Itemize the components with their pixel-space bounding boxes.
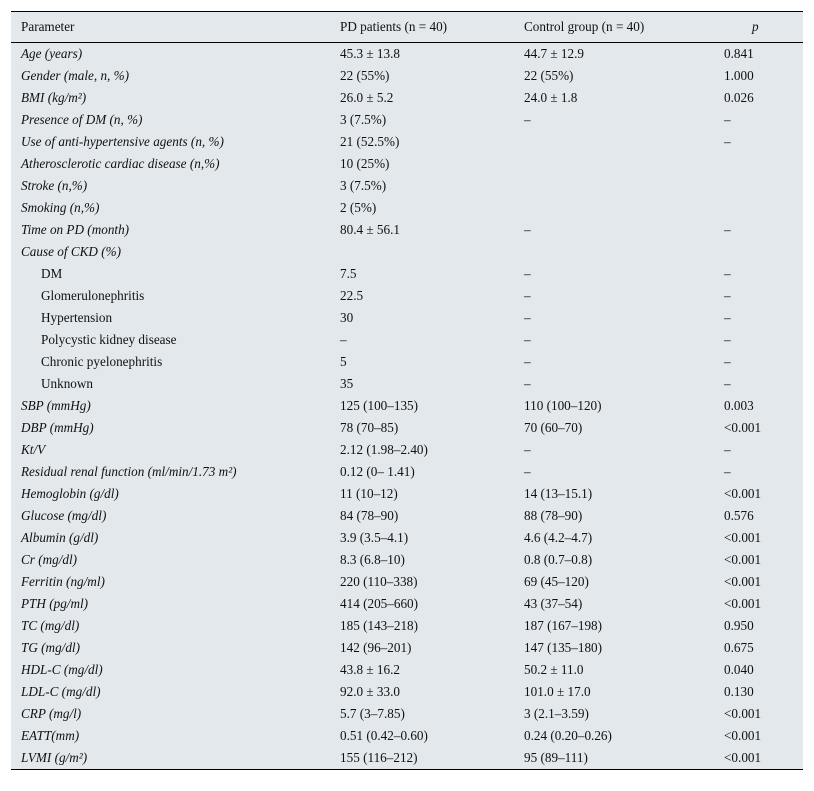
- cell-parameter: DM: [41, 266, 63, 281]
- cell-control-group: –: [524, 310, 531, 325]
- cell-pd-patients: 142 (96–201): [340, 640, 412, 655]
- cell-p-value: –: [724, 222, 731, 237]
- cell-parameter: Stroke (n,%): [21, 178, 88, 193]
- cell-p-value: –: [724, 134, 731, 149]
- cell-p-value: <0.001: [724, 706, 762, 721]
- table-row: [11, 505, 803, 527]
- table-row: [11, 153, 803, 175]
- cell-parameter: DBP (mmHg): [21, 420, 94, 435]
- table-row: [11, 439, 803, 461]
- cell-parameter: LVMI (g/m²): [21, 750, 88, 765]
- table-row: [11, 571, 803, 593]
- table-row: [11, 109, 803, 131]
- cell-parameter: Albumin (g/dl): [21, 530, 99, 545]
- cell-control-group: 70 (60–70): [524, 420, 583, 435]
- cell-parameter: Kt/V: [21, 442, 46, 457]
- cell-pd-patients: 2 (5%): [340, 200, 377, 215]
- cell-parameter: Unknown: [41, 376, 94, 391]
- cell-parameter: Chronic pyelonephritis: [41, 354, 163, 369]
- table-row: [11, 747, 803, 769]
- cell-pd-patients: 21 (52.5%): [340, 134, 400, 149]
- cell-control-group: 95 (89–111): [524, 750, 588, 765]
- header-parameter: Parameter: [11, 12, 340, 43]
- cell-control-group: [524, 175, 724, 197]
- table-row: [11, 175, 803, 197]
- header-p-value: p: [724, 12, 803, 43]
- cell-parameter: EATT(mm): [21, 728, 80, 743]
- cell-parameter: Time on PD (month): [21, 222, 130, 237]
- cell-pd-patients: 45.3 ± 13.8: [340, 46, 400, 61]
- cell-p-value: [724, 241, 803, 263]
- cell-control-group: –: [524, 464, 531, 479]
- table-row: [11, 263, 803, 285]
- cell-parameter: TG (mg/dl): [21, 640, 80, 655]
- cell-pd-patients: [340, 241, 524, 263]
- cell-parameter: Age (years): [21, 46, 83, 61]
- cell-pd-patients: 220 (110–338): [340, 574, 418, 589]
- cell-pd-patients: 5: [340, 354, 347, 369]
- cell-p-value: 0.130: [724, 684, 754, 699]
- header-pd-patients: PD patients (n = 40): [340, 12, 524, 43]
- cell-parameter: Cr (mg/dl): [21, 552, 78, 567]
- cell-p-value: [724, 197, 803, 219]
- table-row: [11, 43, 803, 66]
- table-row: [11, 483, 803, 505]
- cell-control-group: 44.7 ± 12.9: [524, 46, 584, 61]
- cell-pd-patients: 3.9 (3.5–4.1): [340, 530, 409, 545]
- cell-p-value: <0.001: [724, 552, 762, 567]
- cell-pd-patients: 43.8 ± 16.2: [340, 662, 400, 677]
- cell-control-group: 69 (45–120): [524, 574, 589, 589]
- cell-p-value: –: [724, 376, 731, 391]
- cell-pd-patients: 80.4 ± 56.1: [340, 222, 400, 237]
- cell-control-group: –: [524, 288, 531, 303]
- cell-pd-patients: 78 (70–85): [340, 420, 399, 435]
- cell-control-group: 0.24 (0.20–0.26): [524, 728, 612, 743]
- table-body: [11, 43, 803, 770]
- cell-parameter: Hemoglobin (g/dl): [21, 486, 119, 501]
- table-row: [11, 725, 803, 747]
- table-row: [11, 395, 803, 417]
- cell-p-value: 0.841: [724, 46, 754, 61]
- cell-p-value: 0.576: [724, 508, 754, 523]
- cell-control-group: 43 (37–54): [524, 596, 583, 611]
- table-row: [11, 593, 803, 615]
- table-row: [11, 131, 803, 153]
- table-row: [11, 461, 803, 483]
- cell-parameter: Use of anti-hypertensive agents (n, %): [21, 134, 224, 149]
- cell-parameter: PTH (pg/ml): [21, 596, 89, 611]
- cell-p-value: <0.001: [724, 530, 762, 545]
- cell-control-group: [524, 153, 724, 175]
- table-row: [11, 373, 803, 395]
- cell-control-group: [524, 197, 724, 219]
- cell-control-group: –: [524, 332, 531, 347]
- cell-pd-patients: 92.0 ± 33.0: [340, 684, 400, 699]
- table-row: [11, 197, 803, 219]
- cell-pd-patients: 26.0 ± 5.2: [340, 90, 394, 105]
- cell-p-value: <0.001: [724, 596, 762, 611]
- cell-control-group: –: [524, 112, 531, 127]
- cell-pd-patients: 155 (116–212): [340, 750, 418, 765]
- table-row: [11, 285, 803, 307]
- cell-p-value: –: [724, 310, 731, 325]
- table-row: [11, 87, 803, 109]
- cell-parameter: HDL-C (mg/dl): [21, 662, 103, 677]
- cell-control-group: 50.2 ± 11.0: [524, 662, 584, 677]
- data-table: [11, 12, 803, 769]
- cell-pd-patients: 30: [340, 310, 354, 325]
- cell-pd-patients: 8.3 (6.8–10): [340, 552, 405, 567]
- cell-control-group: 4.6 (4.2–4.7): [524, 530, 593, 545]
- cell-parameter: Gender (male, n, %): [21, 68, 130, 83]
- cell-parameter: Glomerulonephritis: [41, 288, 145, 303]
- table-row: [11, 637, 803, 659]
- cell-control-group: 3 (2.1–3.59): [524, 706, 589, 721]
- cell-p-value: 0.950: [724, 618, 754, 633]
- cell-pd-patients: 414 (205–660): [340, 596, 419, 611]
- table-row: [11, 527, 803, 549]
- header-control-group: Control group (n = 40): [524, 12, 724, 43]
- cell-control-group: 110 (100–120): [524, 398, 602, 413]
- table-row: [11, 307, 803, 329]
- cell-parameter: Ferritin (ng/ml): [21, 574, 105, 589]
- data-table-container: [11, 11, 803, 770]
- cell-p-value: [724, 175, 803, 197]
- cell-control-group: 187 (167–198): [524, 618, 603, 633]
- cell-p-value: 0.026: [724, 90, 754, 105]
- cell-control-group: 101.0 ± 17.0: [524, 684, 591, 699]
- cell-p-value: 0.675: [724, 640, 754, 655]
- cell-p-value: 1.000: [724, 68, 754, 83]
- cell-parameter: Hypertension: [41, 310, 113, 325]
- cell-control-group: –: [524, 266, 531, 281]
- cell-pd-patients: 22 (55%): [340, 68, 390, 83]
- cell-parameter: CRP (mg/l): [21, 706, 82, 721]
- cell-control-group: 14 (13–15.1): [524, 486, 593, 501]
- cell-parameter: Presence of DM (n, %): [21, 112, 143, 127]
- table-row: [11, 219, 803, 241]
- cell-control-group: [524, 241, 724, 263]
- cell-p-value: [724, 153, 803, 175]
- cell-p-value: 0.003: [724, 398, 754, 413]
- cell-control-group: –: [524, 442, 531, 457]
- cell-pd-patients: 11 (10–12): [340, 486, 398, 501]
- cell-control-group: –: [524, 354, 531, 369]
- cell-p-value: –: [724, 354, 731, 369]
- cell-control-group: 24.0 ± 1.8: [524, 90, 578, 105]
- table-row: [11, 329, 803, 351]
- cell-pd-patients: 84 (78–90): [340, 508, 399, 523]
- cell-pd-patients: 2.12 (1.98–2.40): [340, 442, 428, 457]
- cell-parameter: SBP (mmHg): [21, 398, 91, 413]
- table-row: [11, 615, 803, 637]
- table-row: [11, 703, 803, 725]
- cell-pd-patients: 185 (143–218): [340, 618, 419, 633]
- cell-parameter: Atherosclerotic cardiac disease (n,%): [21, 156, 220, 171]
- cell-control-group: 147 (135–180): [524, 640, 603, 655]
- table-row: [11, 681, 803, 703]
- cell-p-value: –: [724, 288, 731, 303]
- cell-p-value: –: [724, 442, 731, 457]
- table-row: [11, 417, 803, 439]
- cell-parameter: Cause of CKD (%): [21, 244, 122, 259]
- cell-pd-patients: 3 (7.5%): [340, 178, 387, 193]
- cell-parameter: Residual renal function (ml/min/1.73 m²): [21, 464, 237, 479]
- table-header: [11, 12, 803, 43]
- cell-pd-patients: 35: [340, 376, 354, 391]
- cell-control-group: 0.8 (0.7–0.8): [524, 552, 593, 567]
- cell-pd-patients: –: [340, 332, 347, 347]
- table-row: [11, 659, 803, 681]
- cell-p-value: <0.001: [724, 486, 762, 501]
- table-row: [11, 549, 803, 571]
- table-row: [11, 241, 803, 263]
- table-row: [11, 65, 803, 87]
- cell-p-value: –: [724, 266, 731, 281]
- cell-p-value: <0.001: [724, 750, 762, 765]
- cell-p-value: <0.001: [724, 420, 762, 435]
- cell-parameter: LDL-C (mg/dl): [21, 684, 101, 699]
- cell-p-value: –: [724, 464, 731, 479]
- cell-control-group: 88 (78–90): [524, 508, 583, 523]
- cell-pd-patients: 10 (25%): [340, 156, 390, 171]
- cell-p-value: –: [724, 332, 731, 347]
- cell-pd-patients: 0.51 (0.42–0.60): [340, 728, 428, 743]
- cell-parameter: Polycystic kidney disease: [41, 332, 177, 347]
- cell-parameter: BMI (kg/m²): [21, 90, 87, 105]
- cell-pd-patients: 22.5: [340, 288, 364, 303]
- cell-parameter: TC (mg/dl): [21, 618, 80, 633]
- cell-control-group: 22 (55%): [524, 68, 574, 83]
- header-row: [11, 12, 803, 43]
- cell-pd-patients: 3 (7.5%): [340, 112, 387, 127]
- cell-p-value: 0.040: [724, 662, 754, 677]
- cell-pd-patients: 7.5: [340, 266, 357, 281]
- cell-parameter: Glucose (mg/dl): [21, 508, 107, 523]
- cell-control-group: –: [524, 222, 531, 237]
- cell-control-group: –: [524, 376, 531, 391]
- cell-control-group: [524, 131, 724, 153]
- cell-pd-patients: 5.7 (3–7.85): [340, 706, 405, 721]
- table-row: [11, 351, 803, 373]
- cell-p-value: <0.001: [724, 574, 762, 589]
- cell-p-value: <0.001: [724, 728, 762, 743]
- cell-pd-patients: 125 (100–135): [340, 398, 419, 413]
- cell-p-value: –: [724, 112, 731, 127]
- cell-pd-patients: 0.12 (0– 1.41): [340, 464, 415, 479]
- cell-parameter: Smoking (n,%): [21, 200, 100, 215]
